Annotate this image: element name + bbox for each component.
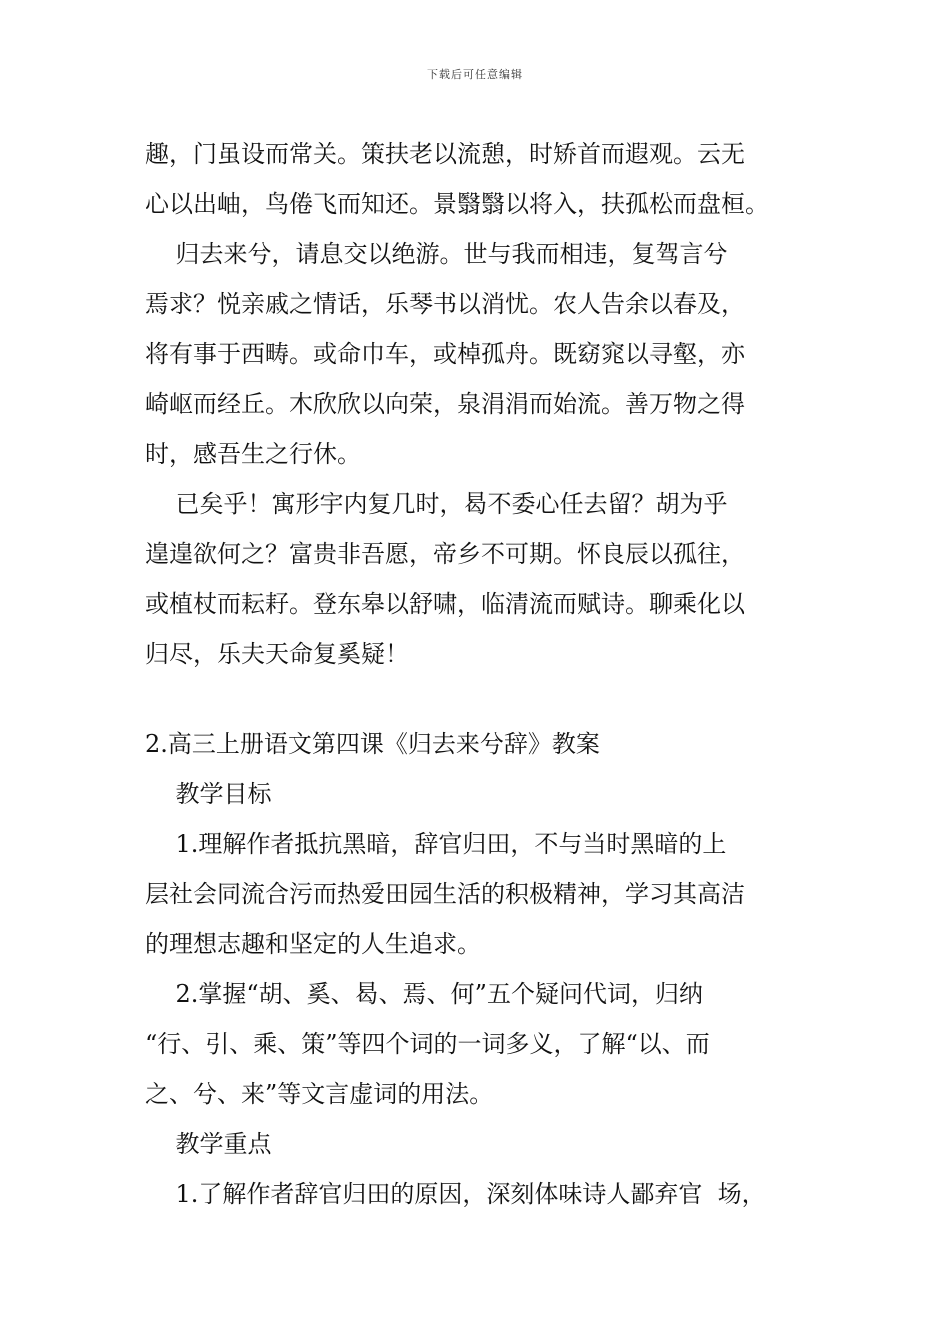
lesson-plan	[145, 719, 810, 1219]
text-line: 之、兮、来”等文言虚词的用法。	[145, 1080, 494, 1108]
page-header: 下载后可任意编辑	[427, 68, 523, 81]
text-line: 已矣乎！寓形宇内复几时，曷不委心任去留？胡为乎	[145, 490, 728, 518]
text-line: 2.掌握“胡、奚、曷、焉、何”五个疑问代词，归纳	[145, 980, 703, 1008]
text-line: 时，感吾生之行休。	[145, 440, 361, 468]
text-line: 的理想志趣和坚定的人生追求。	[145, 930, 481, 958]
text-line: 或植杖而耘耔。登东皋以舒啸，临清流而赋诗。聊乘化以	[145, 590, 745, 618]
section-spacer	[145, 679, 810, 719]
text-line: 1.了解作者辞官归田的原因，深刻体味诗人鄙弃官 场，	[145, 1180, 766, 1208]
text-line: 教学目标	[145, 780, 272, 808]
text-line: 1.理解作者抵抗黑暗，辞官归田，不与当时黑暗的上	[145, 830, 727, 858]
text-line: 崎岖而经丘。木欣欣以向荣，泉涓涓而始流。善万物之得	[145, 390, 745, 418]
poem-passage	[145, 129, 810, 679]
text-line: 归尽，乐夫天命复奚疑！	[145, 640, 409, 668]
text-line: 焉求？悦亲戚之情话，乐琴书以消忧。农人告余以春及，	[145, 290, 745, 318]
text-line: 层社会同流合污而热爱田园生活的积极精神，学习其高洁	[145, 880, 745, 908]
text-line: 趣，门虽设而常关。策扶老以流憩，时矫首而遐观。云无	[145, 140, 745, 168]
text-line: “行、引、乘、策”等四个词的一词多义，了解“以、而	[145, 1030, 710, 1058]
text-line: 教学重点	[145, 1130, 272, 1158]
text-line: 将有事于西畴。或命巾车，或棹孤舟。既窈窕以寻壑，亦	[145, 340, 745, 368]
text-line: 心以出岫，鸟倦飞而知还。景翳翳以将入，扶孤松而盘桓。	[145, 190, 769, 218]
text-line: 归去来兮，请息交以绝游。世与我而相违，复驾言兮	[145, 240, 728, 268]
document-body	[145, 129, 810, 1219]
text-line: 遑遑欲何之？富贵非吾愿，帝乡不可期。怀良辰以孤往，	[145, 540, 745, 568]
section-title: 2.高三上册语文第四课《归去来兮辞》教案	[145, 730, 600, 758]
